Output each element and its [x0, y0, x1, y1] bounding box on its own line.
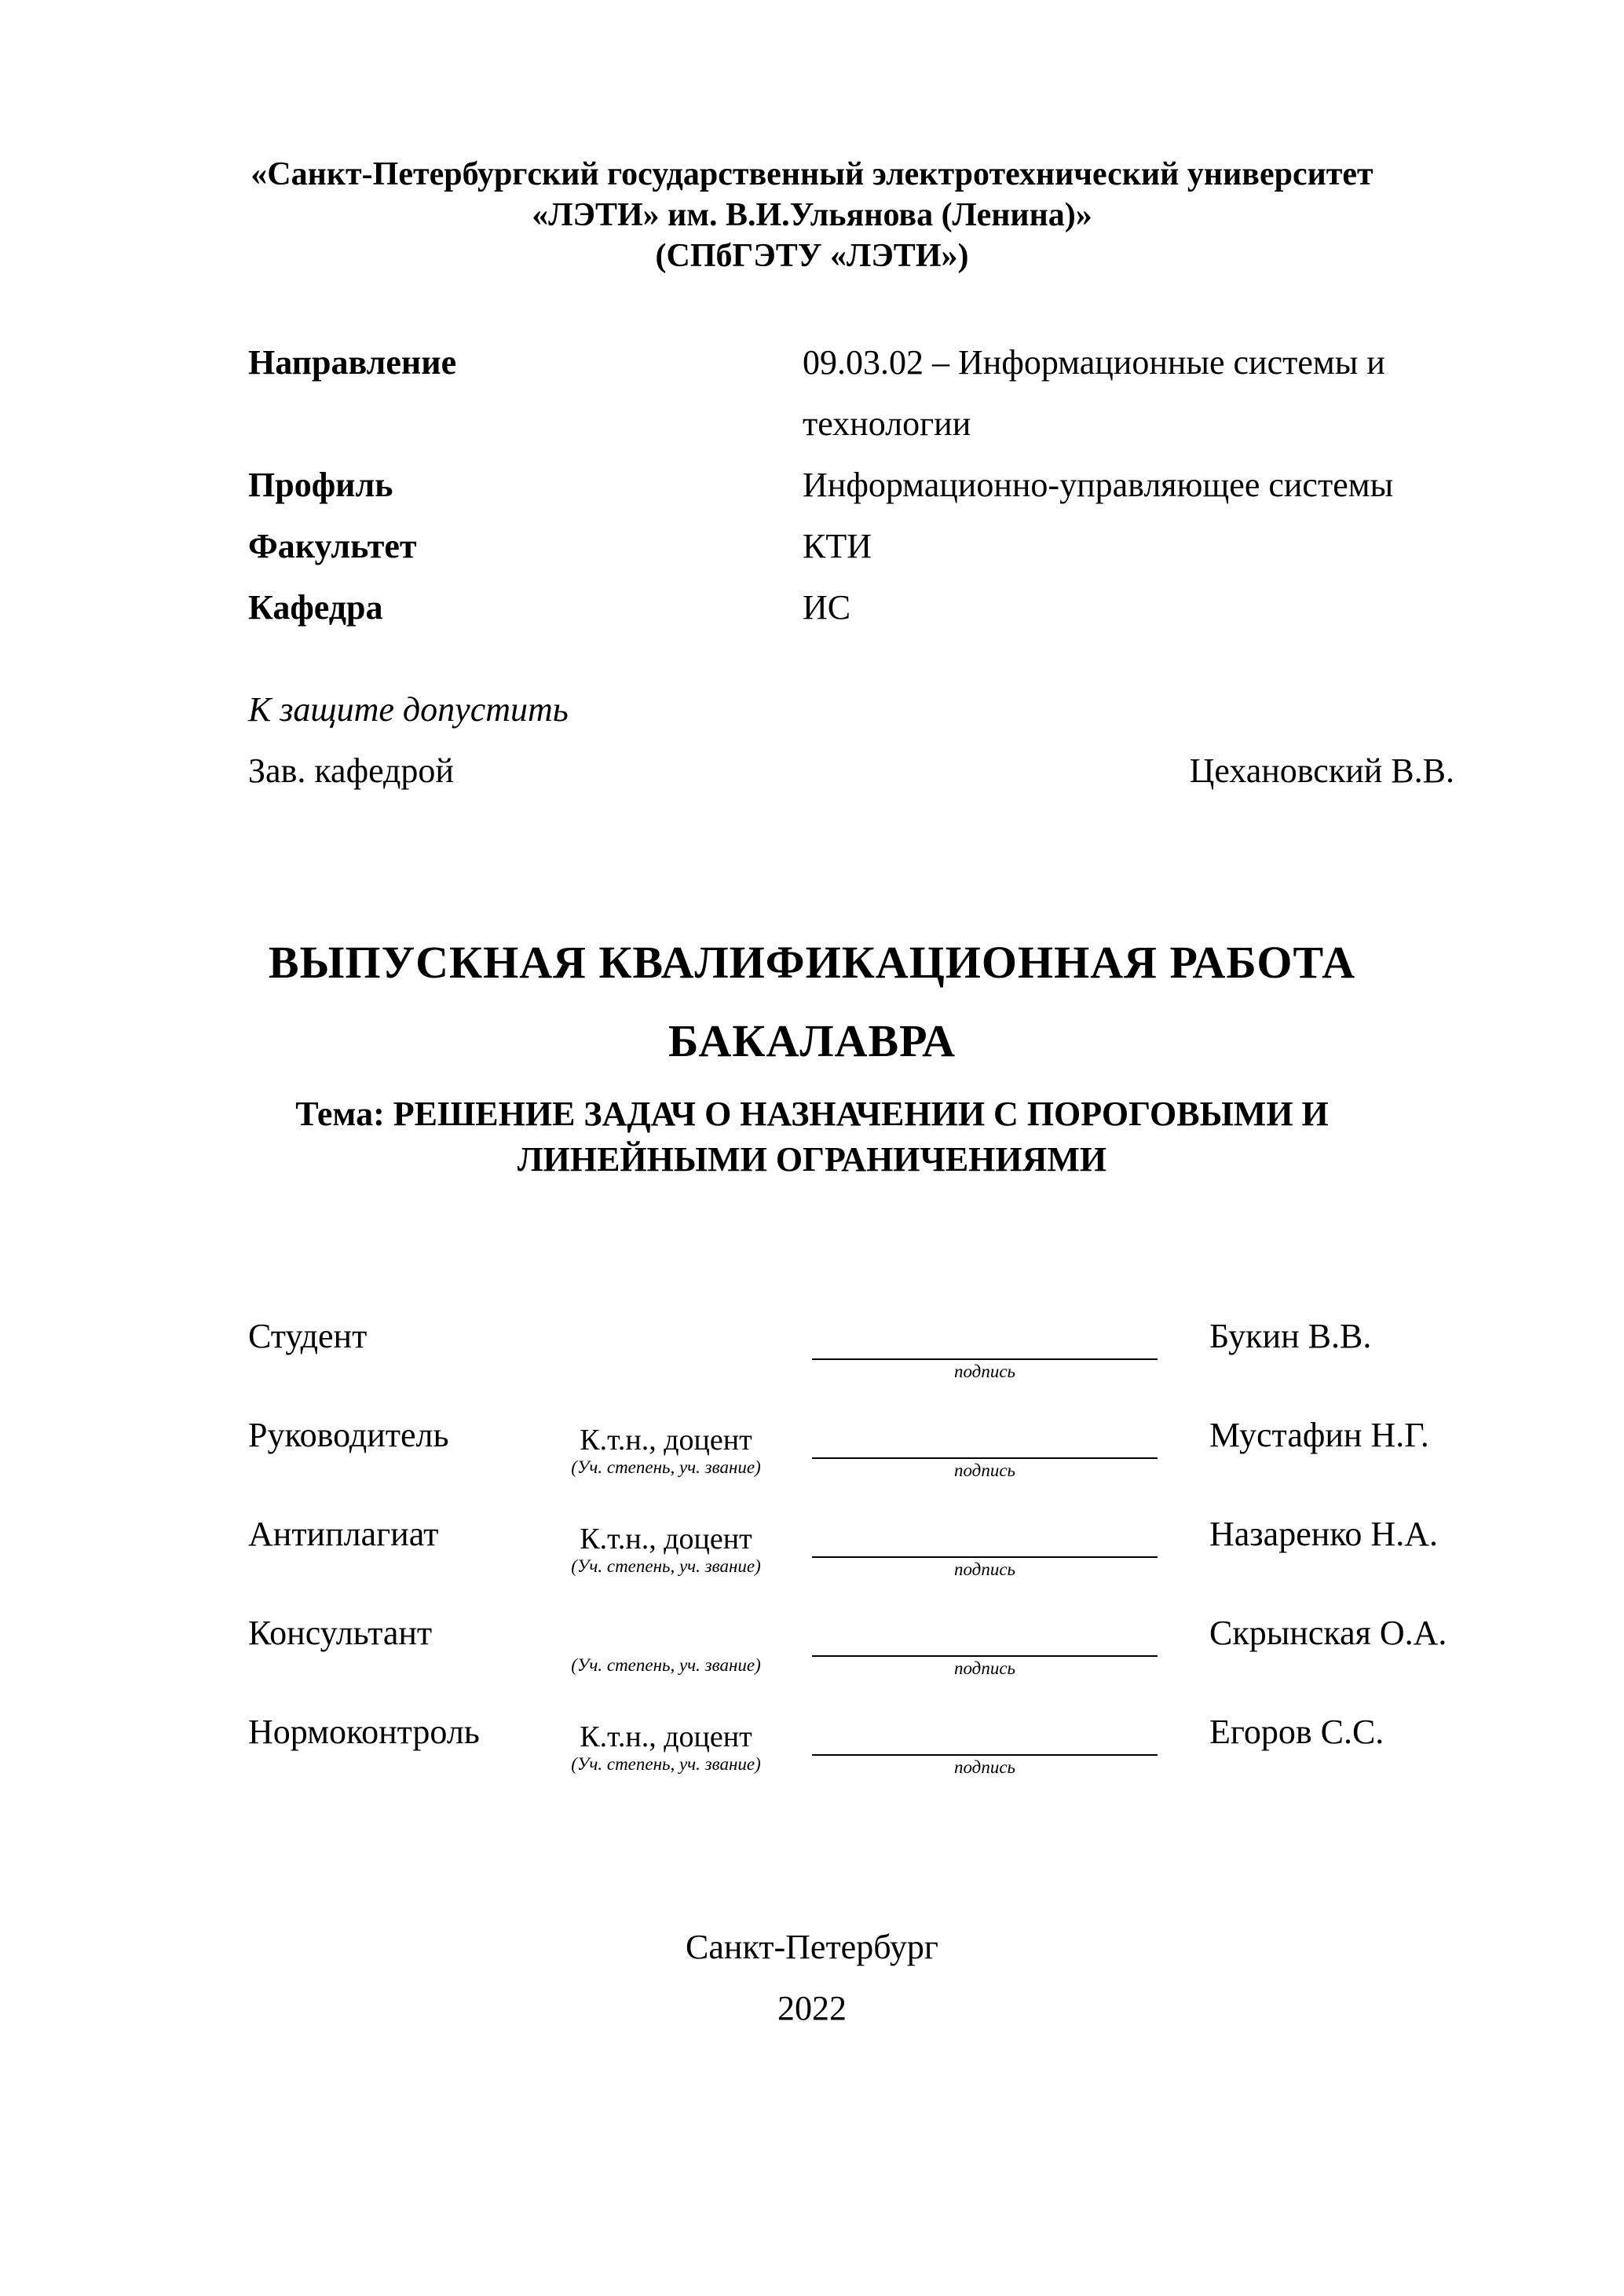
department-value: ИС: [803, 588, 851, 627]
signature-caption: подпись: [953, 1461, 1015, 1480]
signature-line: [812, 1457, 1158, 1459]
university-name-line1: «Санкт-Петербургский государственный электротехнический университет: [251, 156, 1373, 192]
signature-role: Нормоконтроль: [248, 1713, 480, 1751]
signatory-name: Мустафин Н.Г.: [1209, 1416, 1429, 1454]
signature-line: [812, 1358, 1158, 1360]
signatory-name: Скрынская О.А.: [1209, 1614, 1447, 1652]
academic-degree: К.т.н., доцент: [580, 1424, 752, 1457]
head-of-department-name: Цехановский В.В.: [1189, 751, 1454, 790]
degree-caption: (Уч. степень, уч. звание): [571, 1655, 761, 1675]
university-name-line2: «ЛЭТИ» им. В.И.Ульянова (Ленина)»: [532, 197, 1092, 233]
admit-to-defense: К защите допустить: [248, 690, 569, 729]
academic-degree: К.т.н., доцент: [580, 1720, 752, 1753]
academic-degree: К.т.н., доцент: [580, 1523, 752, 1556]
degree-caption: (Уч. степень, уч. звание): [571, 1556, 761, 1576]
signatory-name: Назаренко Н.А.: [1209, 1515, 1438, 1553]
topic-line2: ЛИНЕЙНЫМИ ОГРАНИЧЕНИЯМИ: [517, 1140, 1107, 1179]
profile-label: Профиль: [248, 466, 393, 504]
direction-value-continued: технологии: [803, 404, 971, 443]
department-label: Кафедра: [248, 588, 383, 627]
signature-caption: подпись: [953, 1757, 1015, 1777]
city: Санкт-Петербург: [686, 1928, 938, 1966]
signature-caption: подпись: [953, 1658, 1015, 1678]
direction-value: 09.03.02 – Информационные системы и: [803, 343, 1385, 382]
document-title-line1: ВЫПУСКНАЯ КВАЛИФИКАЦИОННАЯ РАБОТА: [268, 937, 1356, 988]
topic-line1: Тема: РЕШЕНИЕ ЗАДАЧ О НАЗНАЧЕНИИ С ПОРОГОВЫМИ И: [295, 1095, 1329, 1133]
university-abbreviation: (СПбГЭТУ «ЛЭТИ»): [655, 238, 969, 274]
signature-role: Консультант: [248, 1614, 433, 1652]
signatory-name: Букин В.В.: [1209, 1317, 1372, 1355]
head-of-department-label: Зав. кафедрой: [248, 751, 454, 790]
degree-caption: (Уч. степень, уч. звание): [571, 1754, 761, 1774]
signature-line: [812, 1655, 1158, 1657]
degree-caption: (Уч. степень, уч. звание): [571, 1457, 761, 1477]
signature-caption: подпись: [953, 1559, 1015, 1579]
signature-role: Студент: [248, 1317, 368, 1355]
faculty-value: КТИ: [803, 527, 872, 565]
faculty-label: Факультет: [248, 527, 417, 565]
document-title-line2: БАКАЛАВРА: [668, 1015, 956, 1066]
signature-caption: подпись: [953, 1362, 1015, 1381]
signatory-name: Егоров С.С.: [1209, 1713, 1384, 1751]
profile-value: Информационно-управляющее системы: [803, 466, 1394, 504]
signature-line: [812, 1556, 1158, 1558]
direction-label: Направление: [248, 343, 457, 382]
signature-line: [812, 1754, 1158, 1756]
signature-role: Руководитель: [248, 1416, 449, 1454]
year: 2022: [777, 1989, 847, 2027]
signature-role: Антиплагиат: [248, 1515, 439, 1553]
